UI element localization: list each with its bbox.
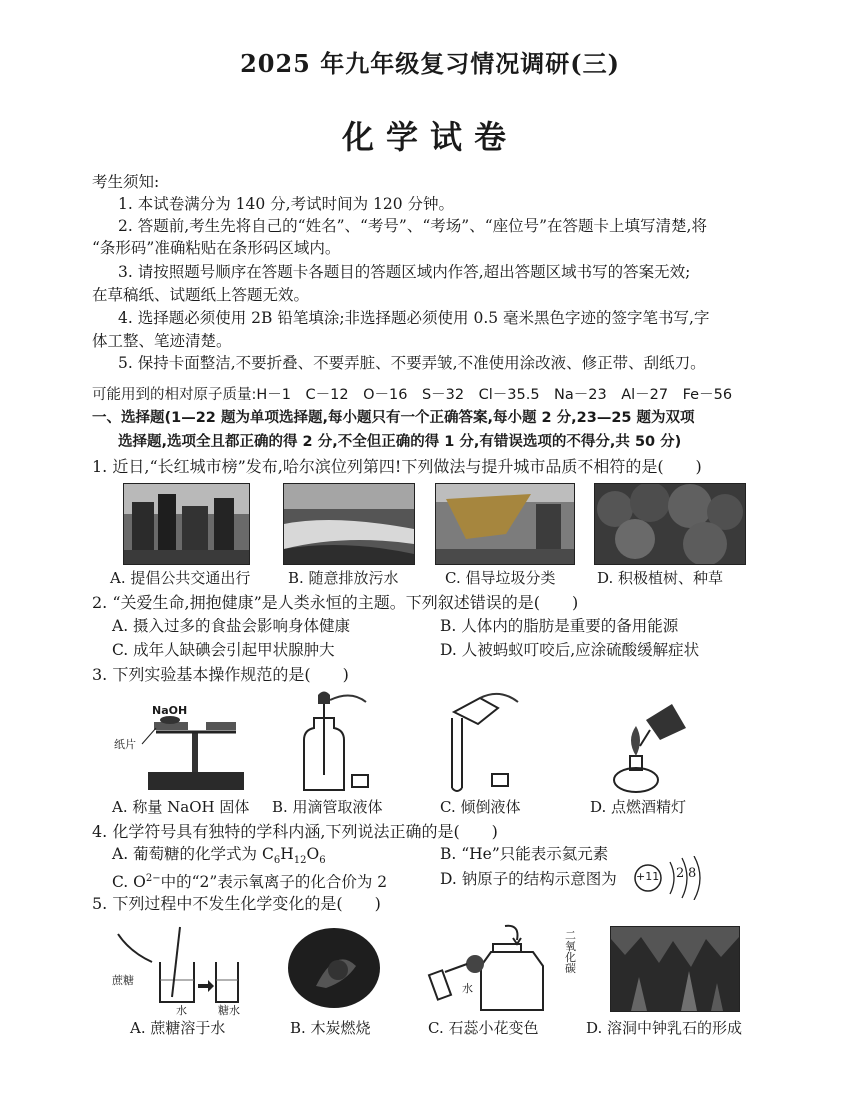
q5-photo-charcoal xyxy=(286,926,382,1010)
q1-option-a: A. 提倡公共交通出行 xyxy=(110,569,251,587)
notice-line-5: 在草稿纸、试题纸上答题无效。 xyxy=(92,286,310,304)
q3-option-d: D. 点燃酒精灯 xyxy=(590,798,687,816)
q4-c-rest: 中的“2”表示氧离子的化合价为 2 xyxy=(160,873,388,892)
q5-option-b: B. 木炭燃烧 xyxy=(290,1019,371,1037)
sodium-shell-1: 2 xyxy=(676,866,685,881)
q3-label-naoh: NaOH xyxy=(152,704,188,717)
q2-stem: 2. “关爱生命,拥抱健康”是人类永恒的主题。下列叙述错误的是( ) xyxy=(92,593,579,612)
notice-line-2: 2. 答题前,考生先将自己的“姓名”、“考号”、“考场”、“座位号”在答题卡上填写清楚,将 xyxy=(118,217,707,235)
q3-label-paper: 纸片 xyxy=(114,738,136,751)
q4-a-mid2: O xyxy=(306,845,320,863)
exam-subtitle: 化学试卷 xyxy=(341,118,518,156)
q3-option-b: B. 用滴管取液体 xyxy=(272,798,383,816)
q4-option-b: B. “He”只能表示氦元素 xyxy=(440,845,609,863)
q5-label-water-spray: 水 xyxy=(462,982,473,995)
notice-line-8: 5. 保持卡面整洁,不要折叠、不要弄脏、不要弄皱,不准使用涂改液、修正带、刮纸刀。 xyxy=(118,354,706,372)
q4-c-prefix: C. O xyxy=(112,873,146,892)
q5-option-c: C. 石蕊小花变色 xyxy=(428,1019,539,1037)
q1-photo-c xyxy=(435,483,575,565)
q4-option-c xyxy=(112,869,387,892)
q5-label-sugar-water: 糖水 xyxy=(218,1004,240,1017)
section1-line2: 选择题,选项全且都正确的得 2 分,不全但正确的得 1 分,有错误选项的不得分,共 50 分) xyxy=(118,434,682,450)
q3-option-a: A. 称量 NaOH 固体 xyxy=(112,798,250,816)
q3-stem: 3. 下列实验基本操作规范的是( ) xyxy=(92,665,349,684)
sodium-shell-2: 8 xyxy=(688,866,697,881)
q3-figure-dropper xyxy=(296,690,376,795)
q3-figure-lamp xyxy=(606,700,696,796)
exam-title: 2025 年九年级复习情况调研(三) xyxy=(240,49,620,78)
q1-option-d: D. 积极植树、种草 xyxy=(597,569,724,587)
q5-stem: 5. 下列过程中不发生化学变化的是( ) xyxy=(92,894,381,913)
notice-line-4: 3. 请按照题号顺序在答题卡各题目的答题区域内作答,超出答题区域书写的答案无效; xyxy=(118,263,691,281)
section1-line1: 一、选择题(1—22 题为单项选择题,每小题只有一个正确答案,每小题 2 分,23—25 题为双项 xyxy=(92,410,695,426)
notice-line-6: 4. 选择题必须使用 2B 铅笔填涂;非选择题必须使用 0.5 毫米黑色字迹的签字笔书写,字 xyxy=(118,309,710,327)
q1-photo-b xyxy=(283,483,415,565)
sodium-nucleus-label: +11 xyxy=(636,870,660,883)
q1-photo-d xyxy=(594,483,746,565)
q4-a-sub1: 6 xyxy=(273,855,281,867)
atomic-masses: 可能用到的相对原子质量:H－1 C－12 O－16 S－32 Cl－35.5 Na－23 Al－27 Fe－56 xyxy=(92,387,733,403)
q1-stem: 1. 近日,“长红城市榜”发布,哈尔滨位列第四!下列做法与提升城市品质不相符的是( ) xyxy=(92,457,702,476)
q4-option-d: D. 钠原子的结构示意图为 xyxy=(440,870,617,888)
q4-a-prefix: A. 葡萄糖的化学式为 C xyxy=(112,845,274,863)
q2-option-c: C. 成年人缺碘会引起甲状腺肿大 xyxy=(112,641,335,659)
q2-option-d: D. 人被蚂蚁叮咬后,应涂硫酸缓解症状 xyxy=(440,641,700,659)
q4-a-mid1: H xyxy=(280,845,294,863)
q5-option-a: A. 蔗糖溶于水 xyxy=(130,1019,226,1037)
notice-line-1: 1. 本试卷满分为 140 分,考试时间为 120 分钟。 xyxy=(118,195,455,213)
q1-photo-a xyxy=(123,483,250,565)
q4-stem: 4. 化学符号具有独特的学科内涵,下列说法正确的是( ) xyxy=(92,822,498,841)
q4-a-sub2: 12 xyxy=(293,855,307,867)
q4-option-a xyxy=(112,844,326,871)
q5-figure-sugar xyxy=(110,922,240,1012)
notice-line-7: 体工整、笔迹清楚。 xyxy=(92,332,232,350)
q5-label-water: 水 xyxy=(176,1004,187,1017)
q4-c-sup: 2− xyxy=(145,873,161,884)
q1-option-b: B. 随意排放污水 xyxy=(288,569,399,587)
q5-figure-litmus xyxy=(425,922,575,1014)
q4-a-sub3: 6 xyxy=(319,855,326,867)
q5-option-d: D. 溶洞中钟乳石的形成 xyxy=(586,1019,743,1037)
q2-option-b: B. 人体内的脂肪是重要的备用能源 xyxy=(440,617,679,635)
q3-figure-pouring xyxy=(440,688,530,796)
q1-option-c: C. 倡导垃圾分类 xyxy=(445,569,556,587)
q3-option-c: C. 倾倒液体 xyxy=(440,798,521,816)
q2-option-a: A. 摄入过多的食盐会影响身体健康 xyxy=(112,617,351,635)
q5-label-co2: 二氧化碳 xyxy=(565,929,576,975)
q5-photo-stalactite xyxy=(610,926,740,1012)
notice-line-3: “条形码”准确粘贴在条形码区域内。 xyxy=(92,239,341,257)
notice-heading: 考生须知: xyxy=(92,173,160,191)
q5-label-sucrose: 蔗糖 xyxy=(112,974,134,987)
